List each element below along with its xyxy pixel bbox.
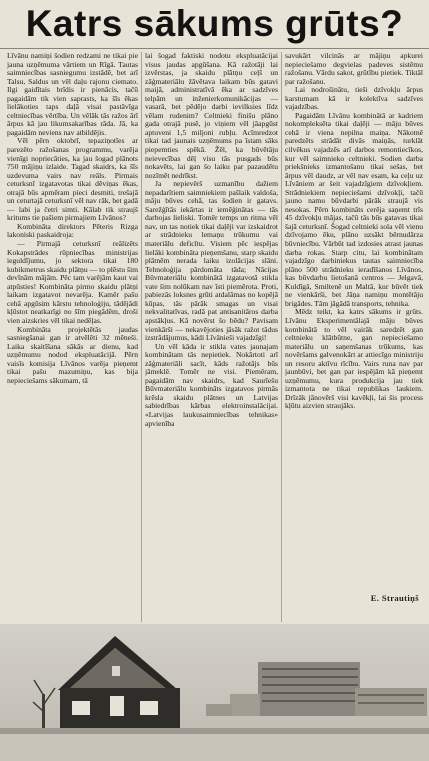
paragraph: Pagaidām Līvānu kombinātā ar kadriem nokompleksēta tikai daļēji — māju būves cehā ir viena nepilna maiņa. Nākotnē paredzēts strādāt divās maiņās, turklāt cilvēkus vajadzēs arī darbos remontiecīkos, kur vēl saimnieko celtnieki. Sodien darba priekšnieks izmantošanu tikai sešas, bet ārpus vēl daudz, ar vēl nav esam, ka ceļu uz Līvāniem ar šeit vajadzīgiem dzīvokļiem. Strādniekiem nepieciešami dzīvokļi, tačū jauno namu būvdarbi pārāk straujā vis nesokas. Pērn kombināts cerēja saņemt trīs 45 dzīvokļu mājas, tačū tās būs gatavas tikai šajā ceturksnī. Šogad celtnieki sola vēl vienu dzīvojamo ēku, plāno uzsākt bērnudārza būvniecību. Vārbūt tad izdosies atrast jaunas darba rokas. Starp citu, lai kombinātam vajadzīgo darbiniekus tautas saimniecība plāno 500 strādnieku ieradīšanos Līvānos, kas būvdarbu lietošanā centros — Jelgavā, Kuldīgā, Smiltenē un Maltā, kur būvēt tiek ne vienkārši, bet Jāņa namiņu montētāju brigādes. Tām jāgādā transports, tehnika. [285,110,423,308]
paragraph: lai šogad faktiski nodotu ekspluatācijai visus jaudas apgūšana. Kā ražotāji lai izvērstas, ja skaidu plātņu ceļš un zāģmateriālu žāvētava laikam būs gatavi maijā, administratīvā ēka ar sadzīves telpām un inženierkomunikācijas — vasarā, bet pēdējo darbi ievilksies līdz vēlam rudenim? Celtnieki finišu plāno gada otrajā pusē, jo viņiem vēl jāapgūst aptuveni 1,5 miljoni rubļu. Acīmredzot tikai tad jaunais uzņēmums pa īstam sāks piepemties spēkā. Žēl, ka būvētāju neievecības dēļ visu tās pusgads būs nokavēts, lai gan šo laiku par pazaudētu nozīmēt nedrīkst. [145,52,278,180]
column-divider [141,52,142,622]
author-signature: E. Strautiņš [370,593,419,603]
paragraph: Lai nodrošinātu, tieši dzīvokļu ārpus karstumam kā ir kolektīva sadzīves vajadzības. [285,85,423,112]
paragraph: Un vēl kāda ir stikla vates jaunajam kombinātam tās nepietiek. Nokārtoti arī zāģmateriāli sacīt, kāds ražotājs būs jāmeklē. Tomēr ne visi. Piemēram, pagaidām nav skaidrs, kad Saurīešu Būvmateriālu kombināts izgatavos pirmās krēsla skaidu plātnes un Latvijas sabiedrības kārbas elektroinstalācijai. «Latvijas laukusaimniecības tehnikas» apvienība [145,341,278,428]
paragraph: Kombināta projektētās jaudas sasniegšanai gan ir atvēlēti 32 mēneši. Laika skaitīšana sākās ar dienu, kad uzņēmumu nodod ekspluatācijā. Pērn vaisīs komisija Līvānos varēja pieņemt tikai pašu mazumiņu, kas bija nepieciešams sākumam, tā [7,324,138,385]
paragraph: Kombināta direktors Pēteris Rizga lakoniski paskaidroja: [7,221,138,240]
article-headline: Katrs sākums grūts? [25,3,404,44]
photo-road [0,728,429,734]
headline-rule [0,48,429,49]
article-column-1 [7,52,138,623]
paragraph: Līvānu namiņi šodien redzami ne tikai pie jauna uzņēmuma vārtiem un Rīgā. Tautas saimniecības sasniegumu izstādē, bet arī Talsu, Saldus un vēl daļu rajonu ciemato. Ilgi gaidītais brīdis ir pienācis, tačū pagaidām tik vien saprasts, ka šīs ēkas lielākoties taps daļā visai pastāvīga celtniecības vērtība. Un vēlāk tās ražos ārī ārpus kā jau likumsakarības rāda. Jā, ka pagaidām neviens nav atbildējis. [7,52,138,137]
paragraph: Ja nepievērš uzmanību dažiem nepadarītiem saimniekiem pašlaik valdoša, māju būves cehā, tas šodien ir gatavs. Sarežģītās iekārtas ir iemēģinātas — tās darbojas lieliski. Tomēr temps un ritma vēl nav, un tas notiek tikai daļēji var izskaidrot ar strādnieku lemaņu trūkumu vai materiālu deficītu. Visiem pēc iespējas lielāki kombināta pieņemšanu, starp skaidu plātnēm nerada laiku izolācijas slāni. Tehnoloģija pārdomāta tāda; Nācijas Būvmateriālu kombinātā izgatavotā stikla vate šim nolūkam nav īsti piemērota. Proti, pabiezās loksnes grūti atdalāmas no kopējā kūpas, tās pārāk smagas un visai nekvalitatīvas, radā pat antisanitāros darba apstākļus. Kā novērst šo bēdu? Pavisam vienkārši — nekavējoties jāsāk ražot tādus izstrādājumus, kādi Līvānieši vajadzīgi! [145,179,278,343]
news-photo [0,624,429,761]
column-divider [281,52,282,622]
article-column-3 [285,52,423,579]
paragraph: Vēl pērn oktobrī, tepaziņotīes ar parezēto ražošanas programmu, varēja vienīgi nopriecāties, ka jau šogad plānots 750 mājiņu izlaide. Tagad skaidrs, ka šīs uzdevuma vairs nav reāls. Pirmais ceturksnī izgatavotas tikai dēviņas ēkas, otrajā būs apmēram pieci desmiti, trešajā un ceturtajā ceturksnī vēl nav rāk, bet gadā — labi ja četri simti. Kālab tik straujš kritums tie pašiem pirmajiem Līvānos? [7,136,138,223]
paragraph: Mēdz teikt, ka katrs sākums ir grūts. Līvānu Eksperimentālajā māju būves kombinātā to vēl vairāk saredzēt gan celtnieku klātbūtne, gan nepieciešamo materiālu un saņemšanas trūkums, kas novēršams galvenokārt ar attiecīgo ministriju un resoru aktīvu rīcību. Vairs runa nav par jaunbūvi, bet gan par iespējām kā pieņemt uzņēmumu, kura produkcija jau tiek izmantota ne tikai republikas laukiem. Drīzāk jānovērš visi kavēkļi, lai šis process kļūtu aizvien straujāks. [285,307,423,411]
photo-ground [0,734,429,761]
paragraph: — Pirmajā ceturksnī reālizēts Kokapstrādes rūpniecības ministrijas ieguldījumu, jo sektora tikai 180 kubikmetrus skaidu plātņu — to plēstu šim devīnām mājām. Pēc tam varējām kaut vai atpūsties! Kombināta pirmo skaidu plātņi laikam izgatavot nevarēja. Kamēr pašu cehā apgūsim kārstu tehnoloģiju, tādējādi kļūstot neatkarīgi no šīm piegādēm, droši vien aizskries vēl tikai nedēļas. [7,239,138,325]
article-column-2 [145,52,278,623]
paragraph: savukārt vilcinās ar mājiņu apkurei nepieciešamo degvielas padeves sistēmu ražošanu. Vārdu sakot, grūtību pietiek. Tiktāl par ražošanu. [285,52,423,86]
